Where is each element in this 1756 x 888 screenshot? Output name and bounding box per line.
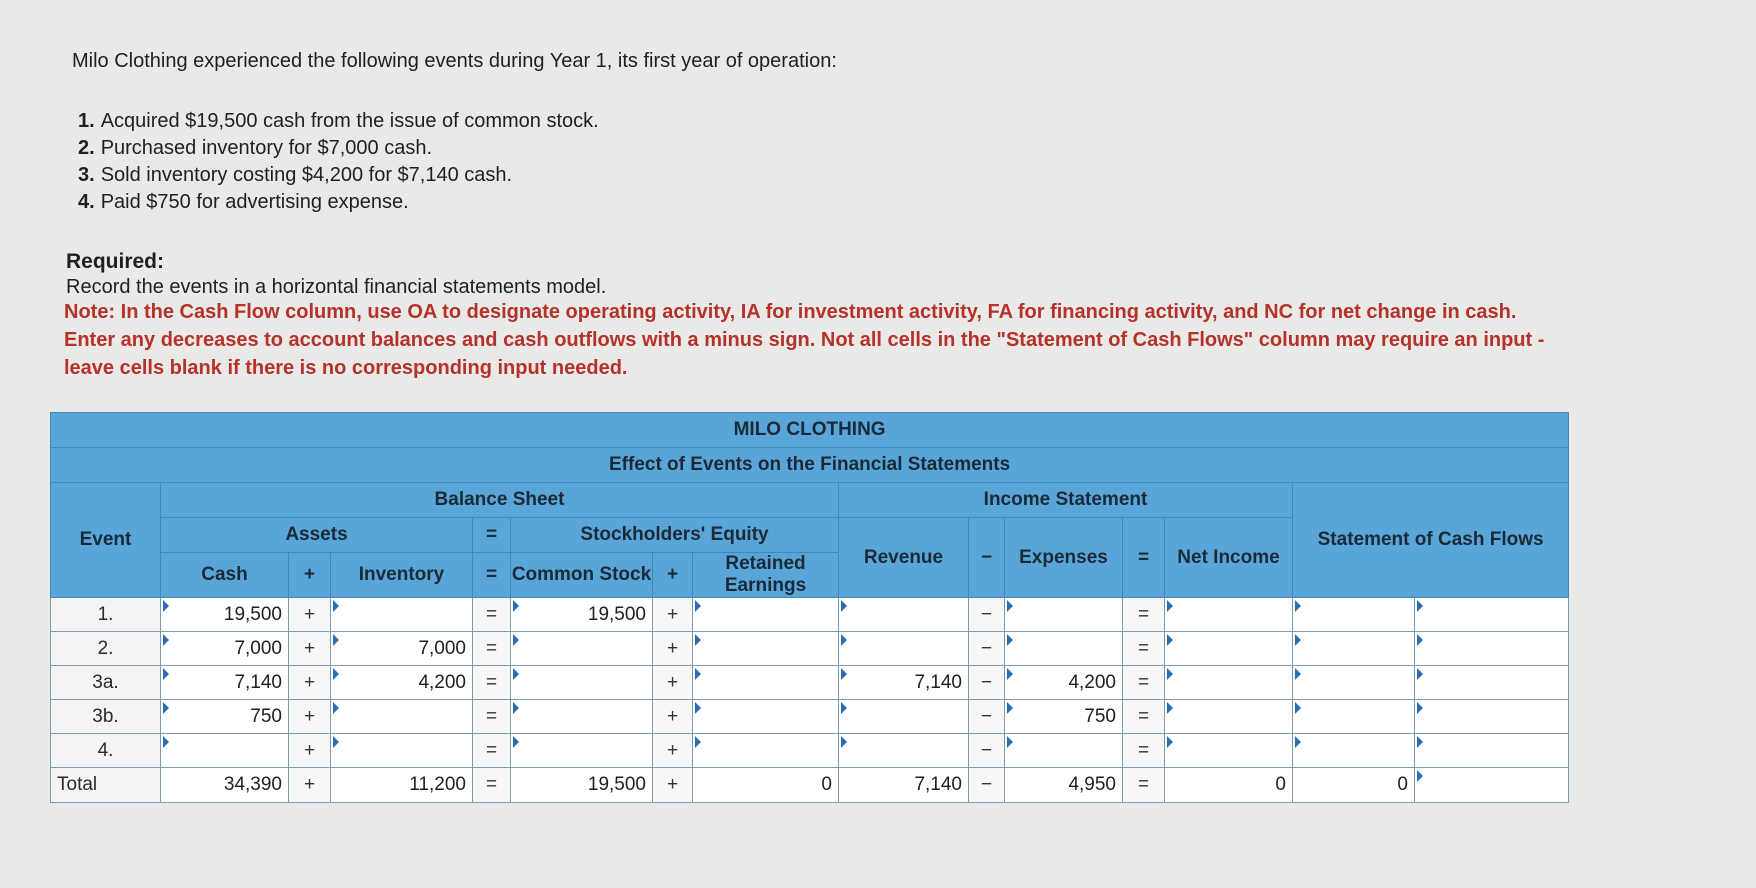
expenses-input[interactable] [1005,598,1123,632]
retained-earnings-input[interactable] [693,598,839,632]
net-income-input[interactable] [1165,598,1293,632]
retained-earnings-input[interactable] [693,734,839,768]
cash-flow-amount-input[interactable] [1293,632,1415,666]
plus-sign: + [289,734,331,768]
equals-sign: = [473,598,511,632]
cash-header: Cash [161,553,289,598]
equals-sign: = [1123,700,1165,734]
equals-sign: = [473,700,511,734]
equals-sign: = [1123,518,1165,598]
retained-earnings-total: 0 [693,768,839,803]
expenses-header: Expenses [1005,518,1123,598]
list-item: 3. Sold inventory costing $4,200 for $7,140 cash. [78,164,513,186]
common-stock-input[interactable]: 19,500 [511,598,653,632]
minus-sign: − [969,768,1005,803]
total-label: Total [51,768,161,803]
common-stock-header: Common Stock [511,553,653,598]
inventory-input[interactable] [331,734,473,768]
inventory-input[interactable] [331,598,473,632]
table-row [51,666,1569,700]
minus-sign: − [969,666,1005,700]
plus-sign: + [653,553,693,598]
retained-earnings-header: Retained Earnings [693,553,839,598]
table-row [51,734,1569,768]
retained-earnings-input[interactable] [693,632,839,666]
company-name: MILO CLOTHING [51,413,1569,448]
event-header: Event [51,483,161,598]
equals-sign: = [473,734,511,768]
equals-sign: = [473,632,511,666]
minus-sign: − [969,518,1005,598]
cash-flow-amount-total: 0 [1293,768,1415,803]
plus-sign: + [653,666,693,700]
revenue-input[interactable] [839,598,969,632]
cash-flow-type-input[interactable] [1415,700,1569,734]
plus-sign: + [289,700,331,734]
events-list [78,108,599,216]
required-text: Record the events in a horizontal financial statements model. [66,276,607,298]
revenue-header: Revenue [839,518,969,598]
table-row [51,700,1569,734]
minus-sign: − [969,632,1005,666]
note-text: Note: In the Cash Flow column, use OA to designate operating activity, IA for investment activity, FA for financing activity, and NC for net change in cash. Enter any decreases to account balances and cash outflows with a minus sign. Not all cells in the "Statement of Cash Flows" column may require an input - leave cells blank if there is no corresponding input needed. [64,301,1545,379]
cash-total: 34,390 [161,768,289,803]
equals-sign: = [1123,768,1165,803]
minus-sign: − [969,734,1005,768]
plus-sign: + [289,553,331,598]
cash-flow-type-input[interactable] [1415,768,1569,803]
expenses-total: 4,950 [1005,768,1123,803]
retained-earnings-input[interactable] [693,700,839,734]
plus-sign: + [653,632,693,666]
equals-sign: = [473,666,511,700]
assets-header: Assets [161,518,473,553]
table-title: Effect of Events on the Financial Statements [51,448,1569,483]
revenue-input[interactable] [839,700,969,734]
common-stock-input[interactable] [511,666,653,700]
cash-flow-type-input[interactable] [1415,632,1569,666]
cash-flow-type-input[interactable] [1415,598,1569,632]
net-income-header: Net Income [1165,518,1293,598]
net-income-input[interactable] [1165,632,1293,666]
required-heading: Required: [66,250,165,273]
common-stock-input[interactable] [511,632,653,666]
income-statement-header: Income Statement [839,483,1293,518]
plus-sign: + [653,734,693,768]
event-label: 3a. [51,666,161,700]
expenses-input[interactable] [1005,632,1123,666]
minus-sign: − [969,700,1005,734]
net-income-total: 0 [1165,768,1293,803]
revenue-input[interactable] [839,632,969,666]
plus-sign: + [653,768,693,803]
revenue-input[interactable]: 7,140 [839,666,969,700]
equity-header: Stockholders' Equity [511,518,839,553]
table-row [51,632,1569,666]
revenue-total: 7,140 [839,768,969,803]
plus-sign: + [653,598,693,632]
total-row [51,768,1569,803]
expenses-input[interactable] [1005,734,1123,768]
equals-sign: = [1123,632,1165,666]
cash-flow-type-input[interactable] [1415,734,1569,768]
financial-statements-model [50,412,1569,803]
list-item: 4. Paid $750 for advertising expense. [78,191,409,213]
event-label: 4. [51,734,161,768]
inventory-header: Inventory [331,553,473,598]
equals-sign: = [473,518,511,553]
net-income-input[interactable] [1165,734,1293,768]
cash-flow-amount-input[interactable] [1293,734,1415,768]
revenue-input[interactable] [839,734,969,768]
inventory-total: 11,200 [331,768,473,803]
inventory-input[interactable] [331,700,473,734]
cash-input[interactable]: 7,140 [161,666,289,700]
plus-sign: + [289,598,331,632]
net-income-input[interactable] [1165,700,1293,734]
cash-input[interactable]: 19,500 [161,598,289,632]
list-item: 2. Purchased inventory for $7,000 cash. [78,137,432,159]
cash-flow-type-input[interactable] [1415,666,1569,700]
cash-input[interactable]: 750 [161,700,289,734]
event-label: 1. [51,598,161,632]
equals-sign: = [1123,734,1165,768]
plus-sign: + [289,666,331,700]
equals-sign: = [1123,666,1165,700]
plus-sign: + [289,768,331,803]
cash-flow-amount-input[interactable] [1293,666,1415,700]
intro-text: Milo Clothing experienced the following events during Year 1, its first year of operation: [72,50,837,72]
cash-input[interactable] [161,734,289,768]
retained-earnings-input[interactable] [693,666,839,700]
inventory-input[interactable]: 4,200 [331,666,473,700]
table-row [51,598,1569,632]
common-stock-total: 19,500 [511,768,653,803]
equals-sign: = [473,768,511,803]
event-label: 2. [51,632,161,666]
event-label: 3b. [51,700,161,734]
equals-sign: = [1123,598,1165,632]
cash-input[interactable]: 7,000 [161,632,289,666]
equals-sign: = [473,553,511,598]
common-stock-input[interactable] [511,734,653,768]
minus-sign: − [969,598,1005,632]
plus-sign: + [289,632,331,666]
net-income-input[interactable] [1165,666,1293,700]
common-stock-input[interactable] [511,700,653,734]
inventory-input[interactable]: 7,000 [331,632,473,666]
expenses-input[interactable]: 750 [1005,700,1123,734]
balance-sheet-header: Balance Sheet [161,483,839,518]
plus-sign: + [653,700,693,734]
cash-flows-header: Statement of Cash Flows [1293,483,1569,598]
list-item: 1. Acquired $19,500 cash from the issue of common stock. [78,110,599,132]
cash-flow-amount-input[interactable] [1293,700,1415,734]
cash-flow-amount-input[interactable] [1293,598,1415,632]
expenses-input[interactable]: 4,200 [1005,666,1123,700]
